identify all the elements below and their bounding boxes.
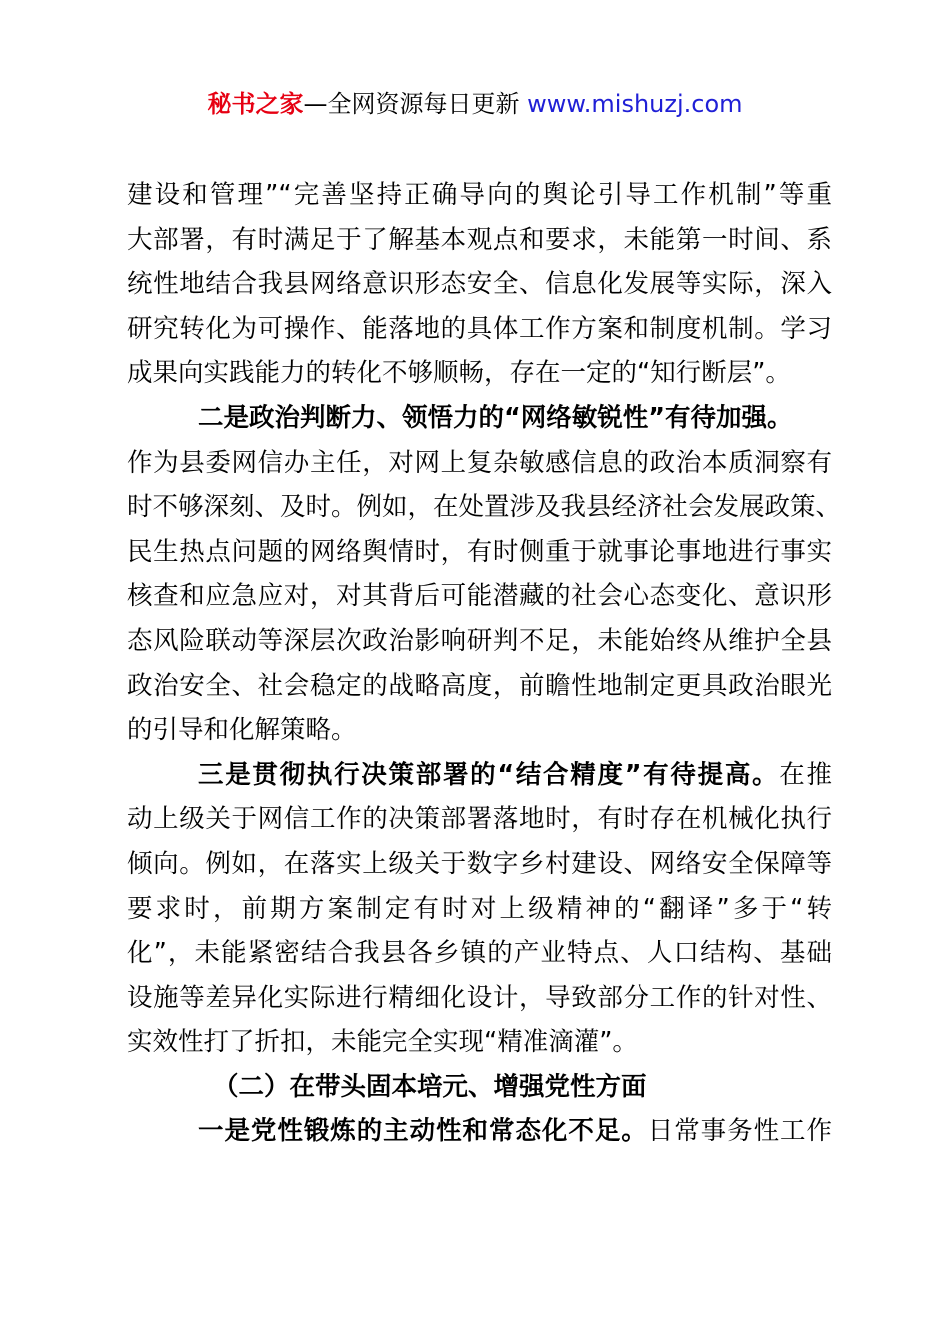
section-heading: （二）在带头固本培元、增强党性方面 [213,1071,647,1102]
text-line: 实效性打了折扣，未能完全实现“精准滴灌”。 [127,1027,638,1058]
text-line: 民生热点问题的网络舆情时，有时侧重于就事论事地进行事实 [127,536,832,567]
text-line: 作为县委网信办主任，对网上复杂敏感信息的政治本质洞察有 [127,447,832,478]
paragraph-lead-bold: 二是政治判断力、领悟力的“网络敏锐性”有待加强。 [198,402,793,433]
paragraph-lead-bold: 一是党性锻炼的主动性和常态化不足。 [198,1116,648,1147]
text-line: 时不够深刻、及时。例如，在处置涉及我县经济社会发展政策、 [127,492,842,523]
text-line: 要求时，前期方案制定有时对上级精神的“翻译”多于“转 [127,893,832,924]
text-line: 设施等差异化实际进行精细化设计，导致部分工作的针对性、 [127,982,832,1013]
paragraph-lead-line [127,1109,832,1154]
paragraph-lead-line [127,753,832,798]
brand-name: 秘书之家 [207,90,304,118]
text-line: 核查和应急应对，对其背后可能潜藏的社会心态变化、意识形 [127,581,832,612]
text-line: 倾向。例如，在落实上级关于数字乡村建设、网络安全保障等 [127,848,832,879]
site-header [0,88,950,120]
paragraph-lead-tail: 在推 [779,759,832,790]
header-slogan: —全网资源每日更新 [303,90,528,118]
site-url[interactable]: www.mishuzj.com [527,90,743,118]
text-line: 化”，未能紧密结合我县各乡镇的产业特点、人口结构、基础 [127,938,832,969]
paragraph-lead-tail: 日常事务性工作 [647,1116,832,1147]
text-line: 建设和管理”“完善坚持正确导向的舆论引导工作机制”等重 [127,180,832,210]
text-line: 动上级关于网信工作的决策部署落地时，有时存在机械化执行 [127,804,832,835]
document-body [127,173,842,1154]
paragraph-lead-bold: 三是贯彻执行决策部署的“结合精度”有待提高。 [198,759,780,790]
text-line: 大部署，有时满足于了解基本观点和要求，未能第一时间、系 [127,224,832,255]
text-line: 成果向实践能力的转化不够顺畅，存在一定的“知行断层”。 [127,358,791,389]
text-line: 政治安全、社会稳定的战略高度，前瞻性地制定更具政治眼光 [127,670,832,701]
text-line: 态风险联动等深层次政治影响研判不足，未能始终从维护全县 [127,625,832,656]
text-line: 统性地结合我县网络意识形态安全、信息化发展等实际，深入 [127,269,832,300]
text-line: 的引导和化解策略。 [127,715,357,746]
text-line: 研究转化为可操作、能落地的具体工作方案和制度机制。学习 [127,313,832,344]
